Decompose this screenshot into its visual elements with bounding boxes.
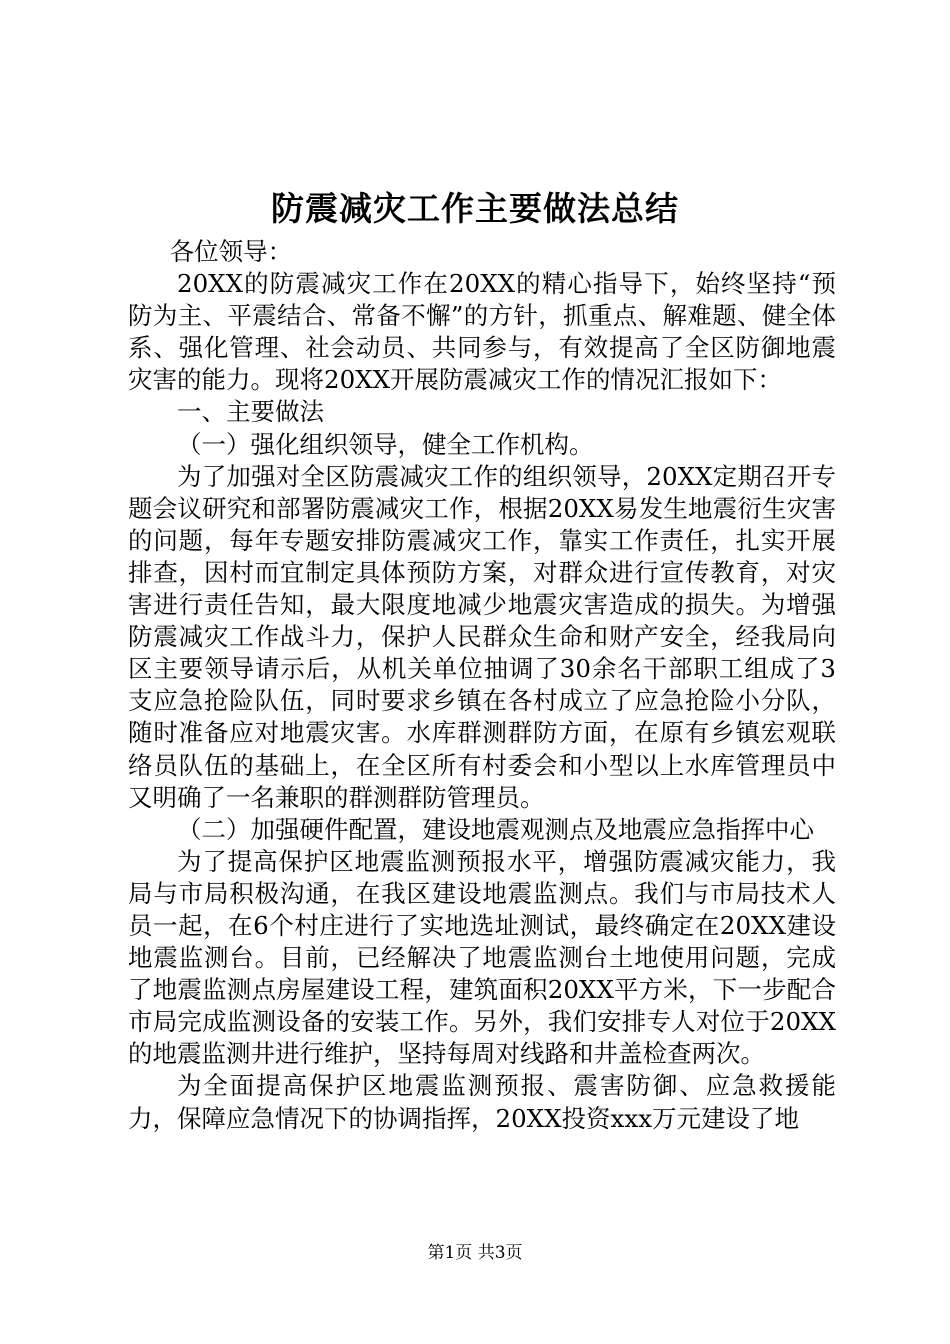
subsection-heading-2: （二）加强硬件配置，建设地震观测点及地震应急指挥中心 bbox=[177, 814, 814, 844]
page-footer: 第1页 共3页 bbox=[427, 1243, 523, 1263]
paragraph-intro: 20XX的防震减灾工作在20XX的精心指导下，始终坚持“预防为主、平震结合、常备不懈”的方针，抓重点、解难题、健全体系、强化管理、社会动员、共同参与，有效提高了全区防御地震灾害的能力。现将20XX开展防震减灾工作的情况汇报如下： bbox=[128, 269, 836, 395]
paragraph-command-center: 为全面提高保护区地震监测预报、震害防御、应急救援能力，保障应急情况下的协调指挥，20XX投资xxx万元建设了地 bbox=[128, 1071, 836, 1133]
subsection-heading-1: （一）强化组织领导，健全工作机构。 bbox=[177, 429, 594, 459]
salutation: 各位领导： bbox=[169, 237, 293, 266]
document-title: 防震减灾工作主要做法总结 bbox=[271, 189, 679, 228]
paragraph-organization: 为了加强对全区防震减灾工作的组织领导，20XX定期召开专题会议研究和部署防震减灾工作，根据20XX易发生地震衍生灾害的问题，每年专题安排防震减灾工作，靠实工作责任，扎实开展排查，因村而宜制定具体预防方案，对群众进行宣传教育，对灾害进行责任告知，最大限度地减少地震灾害造成的损失。为增强防震减灾工作战斗力，保护人民群众生命和财产安全，经我局向区主要领导请示后，从机关单位抽调了30余名干部职工组成了3支应急抢险队伍，同时要求乡镇在各村成立了应急抢险小分队，随时准备应对地震灾害。水库群测群防方面，在原有乡镇宏观联络员队伍的基础上，在全区所有村委会和小型以上水库管理员中又明确了一名兼职的群测群防管理员。 bbox=[128, 461, 836, 812]
document-body bbox=[128, 236, 836, 1135]
section-heading: 一、主要做法 bbox=[177, 397, 324, 427]
paragraph-monitoring: 为了提高保护区地震监测预报水平，增强防震减灾能力，我局与市局积极沟通，在我区建设地震监测点。我们与市局技术人员一起，在6个村庄进行了实地选址测试，最终确定在20XX建设地震监测台。目前，已经解决了地震监测台土地使用问题，完成了地震监测点房屋建设工程，建筑面积20XX平方米，下一步配合市局完成监测设备的安装工作。另外，我们安排专人对位于20XX的地震监测井进行维护，坚持每周对线路和井盖检查两次。 bbox=[128, 846, 836, 1069]
